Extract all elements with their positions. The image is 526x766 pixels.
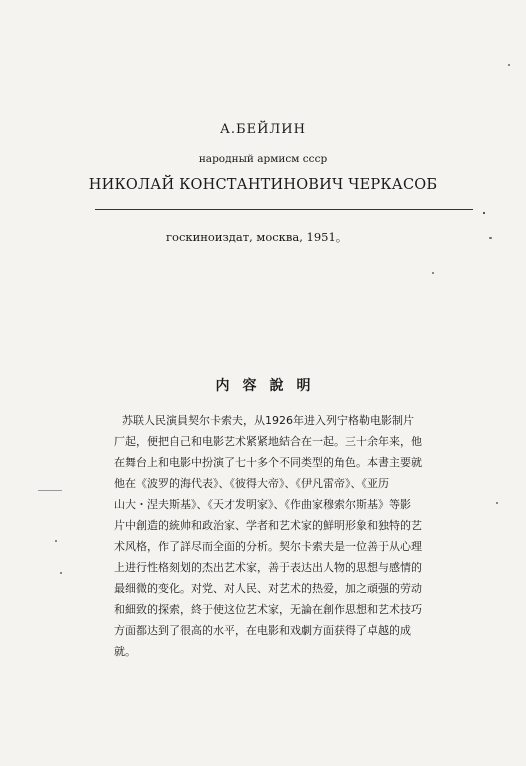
publisher-line: госкиноиздат, москва, 1951。 bbox=[166, 230, 348, 244]
paragraph-line: 就。 bbox=[114, 645, 136, 658]
paragraph-line: 苏联人民演員契尔卡索夫，从1926年进入列宁格勒电影制片 bbox=[122, 414, 414, 427]
scan-speck bbox=[55, 540, 57, 542]
divider-dot bbox=[483, 212, 485, 214]
book-title: НИКОЛАЙ КОНСТАНТИНОВИЧ ЧЕРКАСОБ bbox=[88, 177, 438, 193]
paragraph-line: 片中創造的統帅和政治家、学者和艺术家的鮮明形象和独特的艺 bbox=[114, 519, 422, 532]
scan-speck bbox=[432, 272, 434, 274]
scan-speck bbox=[496, 502, 498, 504]
section-heading: 内容說明 bbox=[215, 378, 324, 394]
description-paragraph bbox=[114, 410, 425, 662]
paragraph-line: 山大・涅夫斯基》、《天才发明家》、《作曲家穆索尔斯基》等影 bbox=[114, 498, 411, 511]
scan-speck bbox=[489, 237, 492, 239]
scan-speck bbox=[60, 572, 62, 574]
paragraph-line: 最细微的变化。对党、对人民、对艺术的热爱，加之頑强的劳动 bbox=[114, 582, 422, 595]
paragraph-line: 术风格，作了詳尽而全面的分析。契尔卡索夫是一位善于从心理 bbox=[114, 540, 422, 553]
paragraph-line: 和細致的探索，終于使这位艺术家，无論在創作思想和艺术技巧 bbox=[114, 603, 422, 616]
paragraph-line: 厂起，便把自己和电影艺术紧紧地結合在一起。三十余年来，他 bbox=[114, 435, 422, 448]
paragraph-line: 他在《波罗的海代表》、《彼得大帝》、《伊凡雷帝》、《亚历 bbox=[114, 477, 389, 490]
paragraph-line: 在舞台上和电影中扮演了七十多个不同类型的角色。本書主要就 bbox=[114, 456, 422, 469]
paragraph-line: 上进行性格刻划的杰出艺术家，善于表达出人物的思想与感情的 bbox=[114, 561, 422, 574]
author-subtitle: народный армисм ссср bbox=[198, 153, 328, 165]
author-name: А.БЕЙЛИН bbox=[220, 122, 306, 137]
scan-speck bbox=[508, 64, 510, 66]
paragraph-line: 方面都达到了很高的水平，在电影和戏劇方面获得了卓越的成 bbox=[114, 624, 411, 637]
scan-speck bbox=[38, 490, 62, 491]
title-divider bbox=[95, 209, 473, 210]
